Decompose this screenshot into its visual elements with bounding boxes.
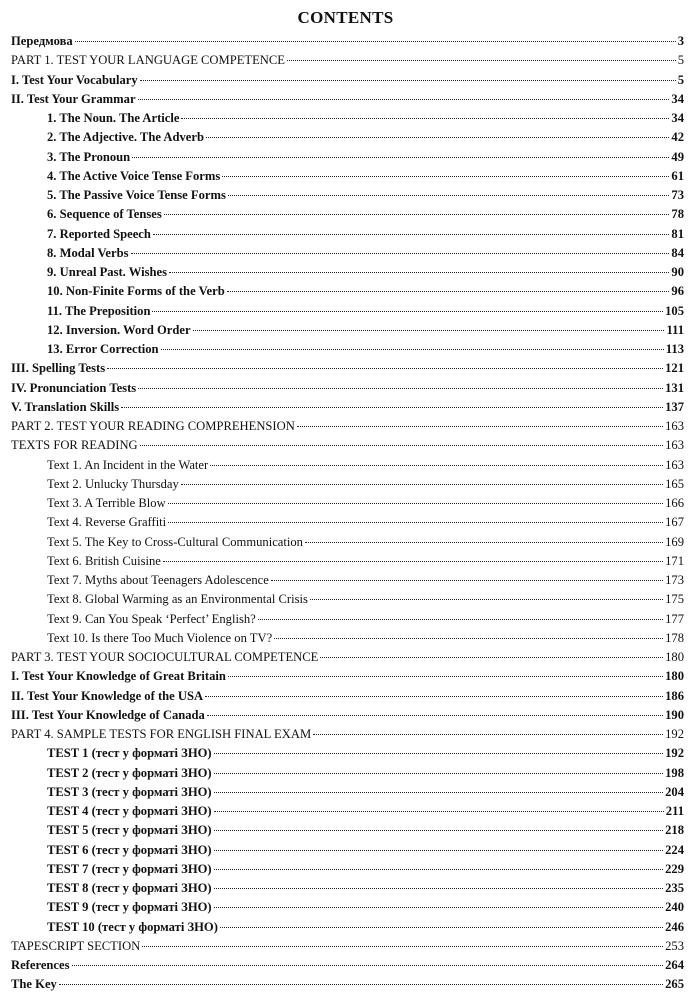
toc-entry-page-number: 49 [671,149,684,164]
toc-entry-label: PART 3. TEST YOUR SOCIOCULTURAL COMPETENCE [11,650,319,664]
toc-entry-page-number: 224 [665,842,684,857]
toc-entry-page-number: 131 [665,380,684,395]
toc-entry [11,379,684,398]
toc-entry-page-number: 165 [665,476,684,491]
dot-leader [131,253,670,254]
dot-leader [59,984,663,985]
toc-entry-label: The Key [11,977,57,992]
toc-entry [11,744,684,763]
toc-entry-page-number: 61 [671,168,684,183]
toc-entry [11,898,684,917]
toc-entry [11,860,684,879]
toc-entry [11,263,684,282]
toc-entry-page-number: 137 [665,399,684,414]
toc-entry [11,783,684,802]
toc-entry-label: I. Test Your Vocabulary [11,72,138,87]
toc-entry [11,244,684,263]
dot-leader [214,888,663,889]
dot-leader [228,195,670,196]
toc-entry-page-number: 253 [665,938,684,953]
toc-entry [11,802,684,821]
toc-entry-page-number: 204 [665,784,684,799]
toc-entry-label: TEST 10 (тест у форматі ЗНО) [47,919,218,934]
toc-entry [11,186,684,205]
dot-leader [138,99,670,100]
toc-entry-label: V. Translation Skills [11,399,120,414]
dot-leader [222,176,669,177]
toc-entry-label: TEST 5 (тест у форматі ЗНО) [47,823,212,838]
toc-entry [11,975,684,994]
toc-entry-page-number: 81 [671,226,684,241]
toc-entry-page-number: 163 [665,457,684,472]
toc-entry-label: TEST 3 (тест у форматі ЗНО) [47,784,212,799]
toc-entry-label: 2. The Adjective. The Adverb [47,130,204,145]
toc-entry-page-number: 78 [671,207,684,222]
toc-entry-page-number: 90 [671,265,684,279]
toc-entry [11,667,684,686]
dot-leader [214,792,663,793]
toc-entry-label: I. Test Your Knowledge of Great Britain [11,669,226,684]
toc-entry [11,687,684,706]
toc-entry-page-number: 113 [665,342,684,356]
toc-entry [11,475,684,494]
dot-leader [214,869,663,870]
toc-entry [11,821,684,840]
toc-entry-page-number: 180 [665,669,684,684]
toc-entry-page-number: 180 [665,650,684,664]
toc-entry-label: Text 2. Unlucky Thursday [47,476,179,491]
toc-entry-label: TEST 1 (тест у форматі ЗНО) [47,746,212,761]
dot-leader [227,291,670,292]
toc-entry-page-number: 246 [665,919,684,934]
toc-entry [11,879,684,898]
toc-entry-label: Text 4. Reverse Graffiti [47,515,167,530]
toc-entry-page-number: 186 [665,688,684,703]
dot-leader [181,118,669,119]
toc-entry-page-number: 229 [665,861,684,876]
toc-entry-label: Text 8. Global Warming as an Environmental Crisis [47,592,308,607]
dot-leader [168,522,663,523]
dot-leader [305,542,663,543]
toc-entry [11,90,684,109]
toc-entry [11,51,684,70]
toc-entry-label: TEST 6 (тест у форматі ЗНО) [47,842,212,857]
toc-entry-page-number: 192 [665,746,684,761]
toc-entry-page-number: 34 [671,111,684,125]
toc-entry-page-number: 121 [665,361,684,376]
toc-entry-page-number: 34 [671,91,684,106]
toc-entry-label: 7. Reported Speech [47,226,151,241]
toc-entry-label: Передмова [11,34,73,48]
toc-entry [11,648,684,667]
dot-leader [214,773,663,774]
toc-entry [11,590,684,609]
toc-entry-label: Text 7. Myths about Teenagers Adolescence [47,573,269,587]
toc-entry-page-number: 5 [677,53,684,68]
dot-leader [214,753,663,754]
toc-entry-page-number: 264 [665,958,684,972]
toc-entry-label: TEXTS FOR READING [11,438,138,453]
toc-entry [11,32,684,51]
dot-leader [274,638,663,639]
toc-entry-label: TEST 4 (тест у форматі ЗНО) [47,804,212,818]
dot-leader [214,830,663,831]
dot-leader [161,349,664,350]
toc-entry [11,937,684,956]
toc-entry-page-number: 171 [665,553,684,568]
dot-leader [181,484,663,485]
dot-leader [168,503,663,504]
toc-entry-page-number: 178 [665,630,684,645]
toc-entry [11,109,684,128]
page-title: CONTENTS [297,8,394,27]
toc-entry [11,513,684,532]
dot-leader [228,676,663,677]
toc-entry [11,918,684,937]
toc-entry-label: Text 3. A Terrible Blow [47,496,166,510]
toc-entry [11,956,684,975]
dot-leader [310,599,663,600]
toc-entry-page-number: 190 [665,707,684,722]
toc-entry-page-number: 5 [677,72,684,87]
toc-entry-label: 5. The Passive Voice Tense Forms [47,188,226,202]
toc-entry-label: 4. The Active Voice Tense Forms [47,168,221,183]
toc-entry-page-number: 163 [665,419,684,433]
toc-entry-label: PART 2. TEST YOUR READING COMPREHENSION [11,419,295,433]
toc-entry-label: IV. Pronunciation Tests [11,380,137,395]
toc-entry-page-number: 198 [665,765,684,780]
toc-entry-label: 11. The Preposition [47,303,151,318]
dot-leader [75,41,676,42]
toc-entry [11,167,684,186]
toc-entry-label: II. Test Your Grammar [11,91,136,106]
toc-entry-page-number: 177 [665,611,684,626]
toc-entry-label: Text 10. Is there Too Much Violence on TV? [47,630,273,645]
toc-entry-page-number: 192 [665,727,684,741]
dot-leader [72,965,664,966]
toc-entry-label: II. Test Your Knowledge of the USA [11,688,204,703]
toc-entry-label: TEST 8 (тест у форматі ЗНО) [47,881,212,895]
toc-entry-page-number: 218 [665,823,684,838]
toc-entry-label: 3. The Pronoun [47,149,131,164]
dot-leader [214,850,663,851]
toc-entry [11,359,684,378]
toc-entry-page-number: 265 [665,977,684,992]
toc-entry-label: 10. Non-Finite Forms of the Verb [47,284,225,299]
dot-leader [287,60,676,61]
dot-leader [297,426,663,427]
toc-entry-label: 1. The Noun. The Article [47,111,180,125]
toc-entry [11,629,684,648]
toc-entry-page-number: 163 [665,438,684,453]
toc-entry-label: TEST 9 (тест у форматі ЗНО) [47,900,212,915]
toc-entry-page-number: 96 [671,284,684,299]
dot-leader [214,907,663,908]
dot-leader [107,368,663,369]
toc-entry [11,841,684,860]
dot-leader [214,811,664,812]
toc-entry [11,417,684,436]
toc-entry [11,494,684,513]
toc-entry-page-number: 111 [666,322,684,337]
toc-entry [11,610,684,629]
toc-entry [11,71,684,90]
toc-entry-label: 8. Modal Verbs [47,245,129,260]
dot-leader [152,311,663,312]
dot-leader [220,927,663,928]
toc-entry-label: 12. Inversion. Word Order [47,322,191,337]
dot-leader [132,157,669,158]
toc-entry [11,706,684,725]
toc-entry [11,225,684,244]
toc-entry-label: Text 1. An Incident in the Water [47,457,209,472]
toc-entry [11,128,684,147]
dot-leader [142,946,663,947]
toc-entry [11,282,684,301]
toc-entry [11,456,684,475]
toc-entry-label: References [11,958,70,972]
dot-leader [271,580,663,581]
toc-entry-label: PART 4. SAMPLE TESTS FOR ENGLISH FINAL EXAM [11,727,312,741]
toc-entry-label: Text 5. The Key to Cross-Cultural Communication [47,534,303,549]
toc-entry-page-number: 169 [665,534,684,549]
toc-entry-page-number: 175 [665,592,684,607]
toc-entry-label: Text 6. British Cuisine [47,553,161,568]
dot-leader [320,657,663,658]
dot-leader [193,330,665,331]
toc-entry-label: 9. Unreal Past. Wishes [47,265,168,279]
toc-entry-page-number: 173 [665,573,684,587]
toc-entry [11,725,684,744]
dot-leader [169,272,669,273]
toc-entry-page-number: 235 [665,881,684,895]
dot-leader [153,234,670,235]
toc-entry-label: III. Test Your Knowledge of Canada [11,707,205,722]
toc-entry-page-number: 166 [665,496,684,510]
dot-leader [140,80,676,81]
toc-entry [11,302,684,321]
toc-entry [11,148,684,167]
toc-entry [11,398,684,417]
toc-entry-page-number: 42 [671,130,684,145]
toc-entry-label: III. Spelling Tests [11,361,106,376]
toc-entry [11,321,684,340]
toc-entry-label: Text 9. Can You Speak ‘Perfect’ English? [47,611,256,626]
toc-entry [11,436,684,455]
toc-entry-page-number: 3 [677,34,684,48]
toc-entry [11,571,684,590]
dot-leader [210,465,663,466]
toc-entry-page-number: 84 [671,245,684,260]
toc-entry [11,340,684,359]
toc-entry [11,552,684,571]
toc-entry-label: TEST 2 (тест у форматі ЗНО) [47,765,212,780]
toc-entry [11,205,684,224]
toc-entry-label: TAPESCRIPT SECTION [11,938,141,953]
toc-entry-label: PART 1. TEST YOUR LANGUAGE COMPETENCE [11,53,285,68]
dot-leader [313,734,663,735]
toc-entry-label: 13. Error Correction [47,342,159,356]
toc-entry-page-number: 105 [665,303,684,318]
dot-leader [258,619,663,620]
toc-entry-label: 6. Sequence of Tenses [47,207,162,222]
toc-entry [11,533,684,552]
dot-leader [206,137,669,138]
toc-entry [11,764,684,783]
dot-leader [138,388,663,389]
dot-leader [207,715,663,716]
dot-leader [121,407,663,408]
dot-leader [164,214,670,215]
toc-entry-page-number: 211 [665,804,684,818]
table-of-contents [11,32,684,995]
toc-entry-page-number: 167 [665,515,684,530]
dot-leader [163,561,663,562]
toc-entry-label: TEST 7 (тест у форматі ЗНО) [47,861,212,876]
dot-leader [205,696,663,697]
toc-entry-page-number: 240 [665,900,684,915]
dot-leader [140,445,663,446]
toc-entry-page-number: 73 [671,188,684,202]
